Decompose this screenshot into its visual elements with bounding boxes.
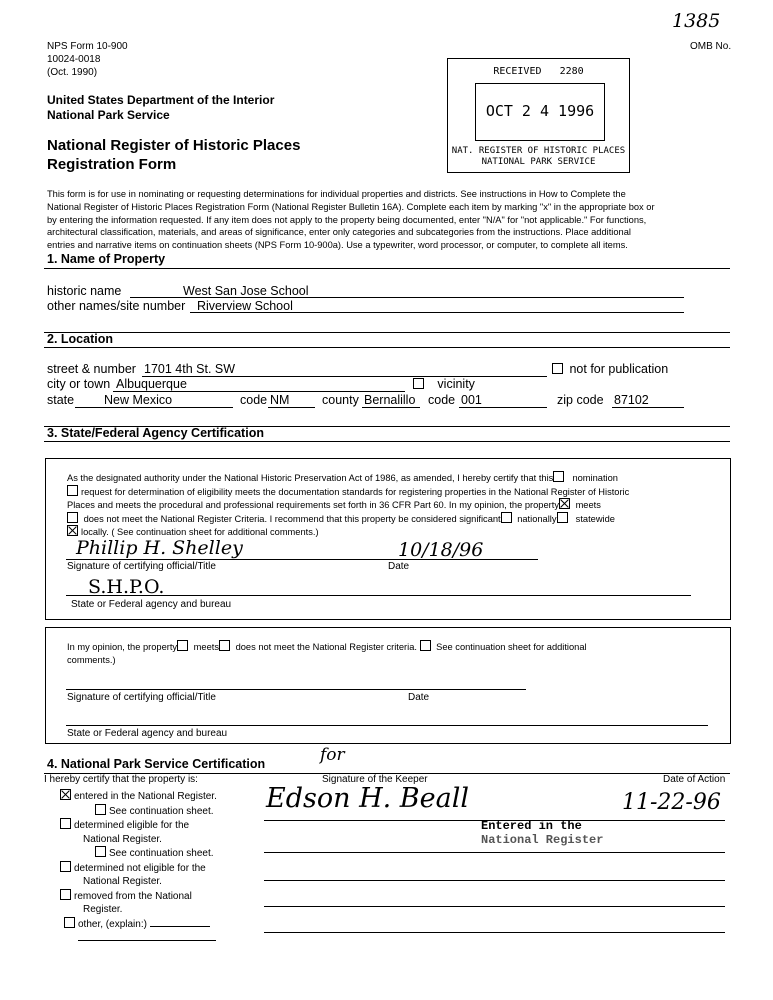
action-date[interactable]: 11-22-96 [622, 790, 721, 815]
date-label: Date [388, 561, 410, 572]
removed-checkbox[interactable] [60, 889, 71, 900]
stamp-number: 2280 [559, 66, 584, 77]
code-label: code [240, 393, 268, 407]
option-eligible: determined eligible for the [74, 820, 190, 831]
nomination-label: nomination [572, 473, 618, 483]
zip-value[interactable]: 87102 [614, 393, 649, 407]
intro-line: entries and narrative items on continuation sheets (NPS Form 10-900a). Use a typewriter, word processor, or computer, to complete all items. [47, 240, 628, 251]
eligible-checkbox[interactable] [60, 818, 71, 829]
locally-label: locally. [81, 527, 109, 537]
agency2-label: State or Federal agency and bureau [67, 728, 228, 739]
entered-continuation-checkbox[interactable] [95, 804, 106, 815]
state-certification-box [45, 458, 731, 620]
entered-checkbox[interactable] [60, 789, 71, 800]
form-number: NPS Form 10-900 [47, 41, 128, 52]
stamp-date-box [475, 83, 605, 141]
county-code-value[interactable]: 001 [461, 393, 482, 407]
option-entered: entered in the National Register. [74, 791, 217, 802]
cert-text: request for determination of eligibility meets the documentation standards for registering properties in the National Register of Historic [81, 486, 630, 497]
opinion-meets-checkbox[interactable] [177, 640, 188, 651]
intro-paragraph [47, 188, 747, 252]
option-not-eligible-cont: National Register. [83, 876, 162, 887]
continuation-note: ( See continuation sheet for additional comments.) [111, 527, 319, 537]
option-other: other, (explain:) [78, 918, 147, 930]
entered-stamp-line2: National Register [481, 833, 604, 847]
does-not-meet-checkbox[interactable] [67, 512, 78, 523]
city-label: city or town [47, 377, 111, 391]
not-for-publication-label: not for publication [569, 362, 669, 376]
keeper-signature[interactable]: Edson H. Beall [266, 783, 469, 814]
opinion-meets-label: meets [193, 642, 219, 652]
stamp-line1: NAT. REGISTER OF HISTORIC PLACES [451, 146, 626, 156]
other-names-value[interactable]: Riverview School [197, 299, 293, 313]
not-for-publication[interactable] [552, 362, 668, 376]
option-not-eligible: determined not eligible for the [74, 862, 206, 874]
option-removed: removed from the National [74, 890, 192, 902]
agency-label: State or Federal agency and bureau [71, 599, 232, 610]
county-label: county [322, 393, 359, 407]
vicinity[interactable] [413, 377, 475, 391]
stamp-line2: NATIONAL PARK SERVICE [481, 157, 596, 167]
cert-text: As the designated authority under the National Historic Preservation Act of 1986, as amended, I hereby certify that this [67, 473, 554, 483]
signature-label: Signature of certifying official/Title [67, 561, 216, 572]
handwritten-number: 1385 [672, 10, 721, 32]
vicinity-checkbox[interactable] [413, 378, 424, 389]
nationally-label: nationally [517, 513, 557, 524]
meets-checkbox[interactable] [559, 498, 570, 509]
intro-line: by entering the information requested. If any item does not apply to the property being documented, enter "N/A" for "not applicable." For functions, [47, 214, 647, 225]
cert-text: Places and meets the procedural and professional requirements set forth in 36 CFR Part 60. In my opinion, the property [67, 500, 559, 510]
locally-checkbox[interactable] [67, 525, 78, 536]
intro-line: National Register of Historic Places Registration Form (National Register Bulletin 16A). Complete each item by marking "x" in the appropriate box or [47, 201, 655, 212]
omb-label: OMB No. [690, 41, 732, 52]
keeper-label: Signature of the Keeper [322, 774, 428, 785]
eligible-continuation-checkbox[interactable] [95, 846, 106, 857]
historic-name-value[interactable]: West San Jose School [183, 284, 309, 298]
code-value[interactable]: NM [270, 393, 290, 407]
certifying-signature[interactable]: Phillip H. Shelley [76, 537, 243, 559]
statewide-label: statewide [575, 513, 615, 524]
county-code-label: code [428, 393, 456, 407]
determination-checkbox[interactable] [67, 485, 78, 496]
option-continuation: See continuation sheet. [109, 848, 214, 859]
other-checkbox[interactable] [64, 917, 75, 928]
hereby-text: I hereby certify that the property is: [44, 774, 198, 785]
zip-label: zip code [557, 393, 604, 407]
intro-line: architectural classification, materials, and areas of significance, enter only categories and subcategories from the instructions. Place additional [47, 227, 631, 238]
form-subtitle: Registration Form [47, 156, 177, 173]
section1-heading: 1. Name of Property [47, 252, 166, 266]
stamp-date: OCT 2 4 1996 [485, 102, 595, 120]
opinion-text: In my opinion, the property [67, 642, 178, 652]
action-label: Date of Action [663, 774, 726, 785]
vicinity-label: vicinity [437, 377, 475, 391]
historic-name-label: historic name [47, 284, 122, 298]
section4-heading: 4. National Park Service Certification [47, 757, 266, 771]
form-id: 10024-0018 [47, 54, 101, 65]
signature2-label: Signature of certifying official/Title [67, 692, 216, 703]
option-removed-cont: Register. [83, 904, 123, 915]
department: United States Department of the Interior [47, 93, 275, 107]
option-continuation: See continuation sheet. [109, 805, 214, 817]
keeper-for: for [320, 745, 345, 765]
form-title: National Register of Historic Places [47, 137, 301, 154]
nomination-checkbox[interactable] [553, 471, 564, 482]
opinion-text: does not meet the National Register criteria. [235, 642, 417, 652]
section3-heading: 3. State/Federal Agency Certification [47, 426, 264, 440]
not-eligible-checkbox[interactable] [60, 861, 71, 872]
street-label: street & number [47, 362, 136, 376]
option-eligible-cont: National Register. [83, 833, 162, 845]
intro-line: This form is for use in nominating or requesting determinations for individual properties and districts. See instructions in How to Complete the [47, 189, 626, 199]
state-value[interactable]: New Mexico [104, 393, 173, 407]
stamp-received: RECEIVED [493, 66, 542, 77]
statewide-checkbox[interactable] [557, 512, 568, 523]
city-value[interactable]: Albuquerque [116, 377, 187, 391]
opinion-not-meet-checkbox[interactable] [219, 640, 230, 651]
opinion-continuation-checkbox[interactable] [420, 640, 431, 651]
meets-label: meets [575, 500, 601, 510]
county-value[interactable]: Bernalillo [364, 393, 416, 407]
opinion-text: comments.) [67, 655, 116, 665]
section2-heading: 2. Location [47, 332, 113, 346]
received-stamp [447, 58, 630, 173]
date2-label: Date [408, 692, 430, 703]
certification-date[interactable]: 10/18/96 [398, 539, 484, 561]
street-value[interactable]: 1701 4th St. SW [144, 362, 236, 376]
service: National Park Service [47, 108, 170, 122]
form-date: (Oct. 1990) [47, 67, 98, 78]
nationally-checkbox[interactable] [501, 512, 512, 523]
opinion-text: See continuation sheet for additional [436, 642, 587, 652]
entered-stamp-line1: Entered in the [481, 819, 582, 833]
state-label: state [47, 393, 75, 407]
other-names-label: other names/site number [47, 299, 186, 313]
agency-value[interactable]: S.H.P.O. [88, 576, 165, 598]
not-for-publication-checkbox[interactable] [552, 363, 563, 374]
opinion-box [45, 627, 731, 744]
cert-text: does not meet the National Register Criteria. I recommend that this property be considered significant [83, 513, 501, 524]
